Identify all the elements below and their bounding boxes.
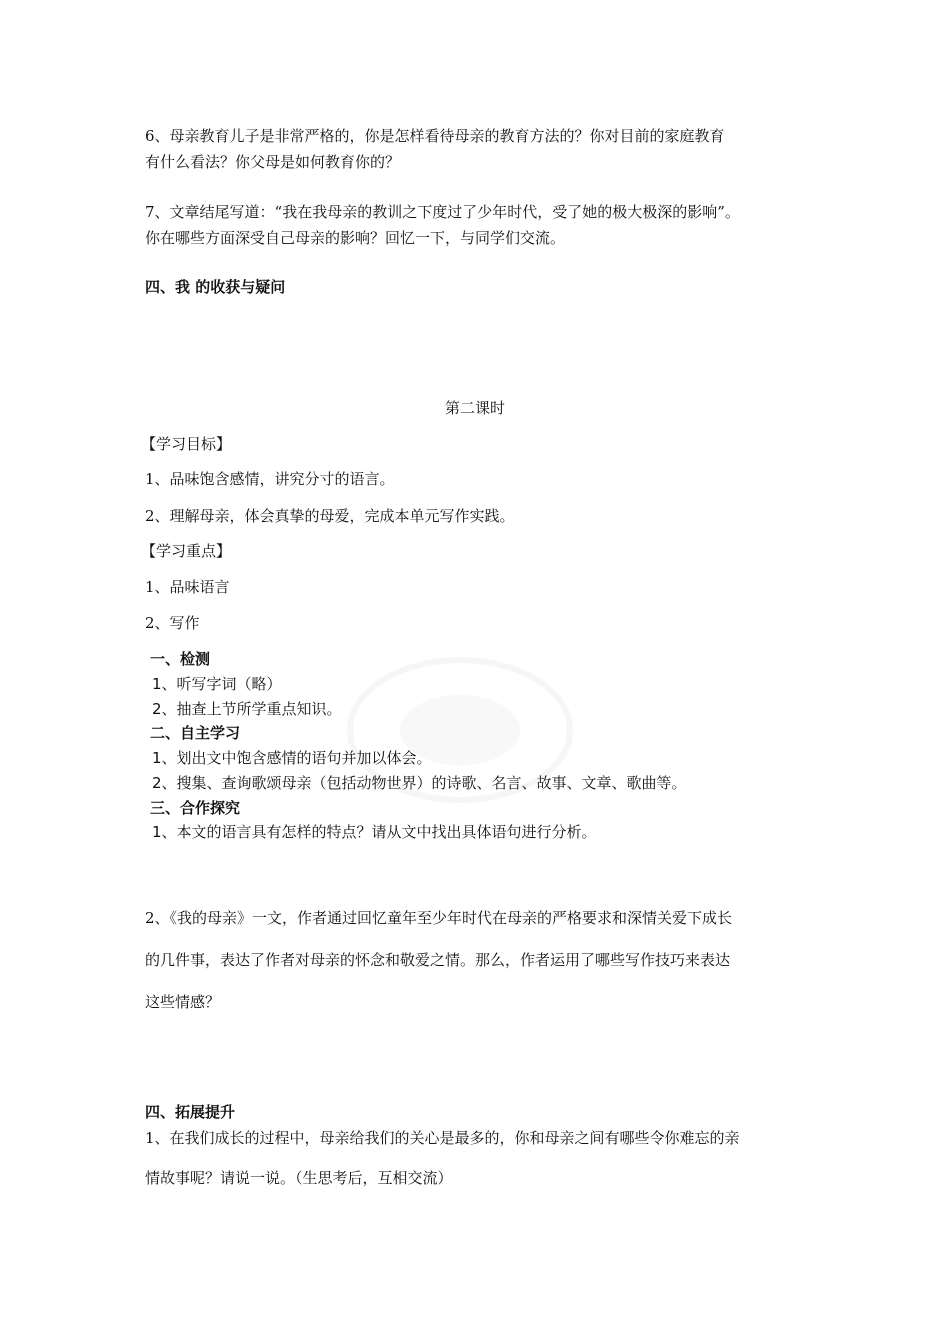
watermark-graphic	[340, 640, 580, 820]
part-4-item-1-line-1: 1、在我们成长的过程中，母亲给我们的关心是最多的，你和母亲之间有哪些令你难忘的亲	[145, 1129, 740, 1147]
goal-2: 2、理解母亲，体会真挚的母爱，完成本单元写作实践。	[145, 507, 515, 525]
part-1-item-1: 1、听写字词（略）	[152, 675, 282, 693]
part-3-item-2-line-1: 2、《我的母亲》一文，作者通过回忆童年至少年时代在母亲的严格要求和深情关爱下成长	[145, 909, 733, 927]
part-4-heading: 四、拓展提升	[145, 1103, 236, 1121]
question-6-line-1: 6、母亲教育儿子是非常严格的，你是怎样看待母亲的教育方法的？你对目前的家庭教育	[145, 127, 725, 145]
part-3-heading: 三、合作探究	[150, 799, 241, 817]
question-7-line-1: 7、文章结尾写道：“我在我母亲的教训之下度过了少年时代，受了她的极大极深的影响”。	[145, 203, 740, 221]
question-7-line-2: 你在哪些方面深受自己母亲的影响？回忆一下，与同学们交流。	[145, 229, 566, 247]
section-4-heading: 四、我 的收获与疑问	[145, 278, 286, 296]
part-2-item-1: 1、划出文中饱含感情的语句并加以体会。	[152, 749, 432, 767]
focus-1: 1、品味语言	[145, 578, 230, 596]
part-3-item-2-line-3: 这些情感？	[145, 993, 221, 1011]
focus-2: 2、写作	[145, 614, 200, 632]
part-2-item-2: 2、搜集、查询歌颂母亲（包括动物世界）的诗歌、名言、故事、文章、歌曲等。	[152, 774, 687, 792]
part-4-item-1-line-2: 情故事呢？请说一说。（生思考后，互相交流）	[145, 1169, 453, 1187]
part-1-heading: 一、检测	[150, 650, 211, 668]
part-3-item-1: 1、本文的语言具有怎样的特点？请从文中找出具体语句进行分析。	[152, 823, 597, 841]
focus-heading: 【学习重点】	[141, 542, 232, 560]
question-6-line-2: 有什么看法？你父母是如何教育你的？	[145, 153, 401, 171]
lesson-2-title: 第二课时	[444, 399, 505, 417]
part-2-heading: 二、自主学习	[150, 724, 241, 742]
part-1-item-2: 2、抽查上节所学重点知识。	[152, 700, 342, 718]
goal-1: 1、品味饱含感情，讲究分寸的语言。	[145, 470, 395, 488]
part-3-item-2-line-2: 的几件事，表达了作者对母亲的怀念和敬爱之情。那么，作者运用了哪些写作技巧来表达	[145, 951, 731, 969]
goals-heading: 【学习目标】	[141, 435, 232, 453]
